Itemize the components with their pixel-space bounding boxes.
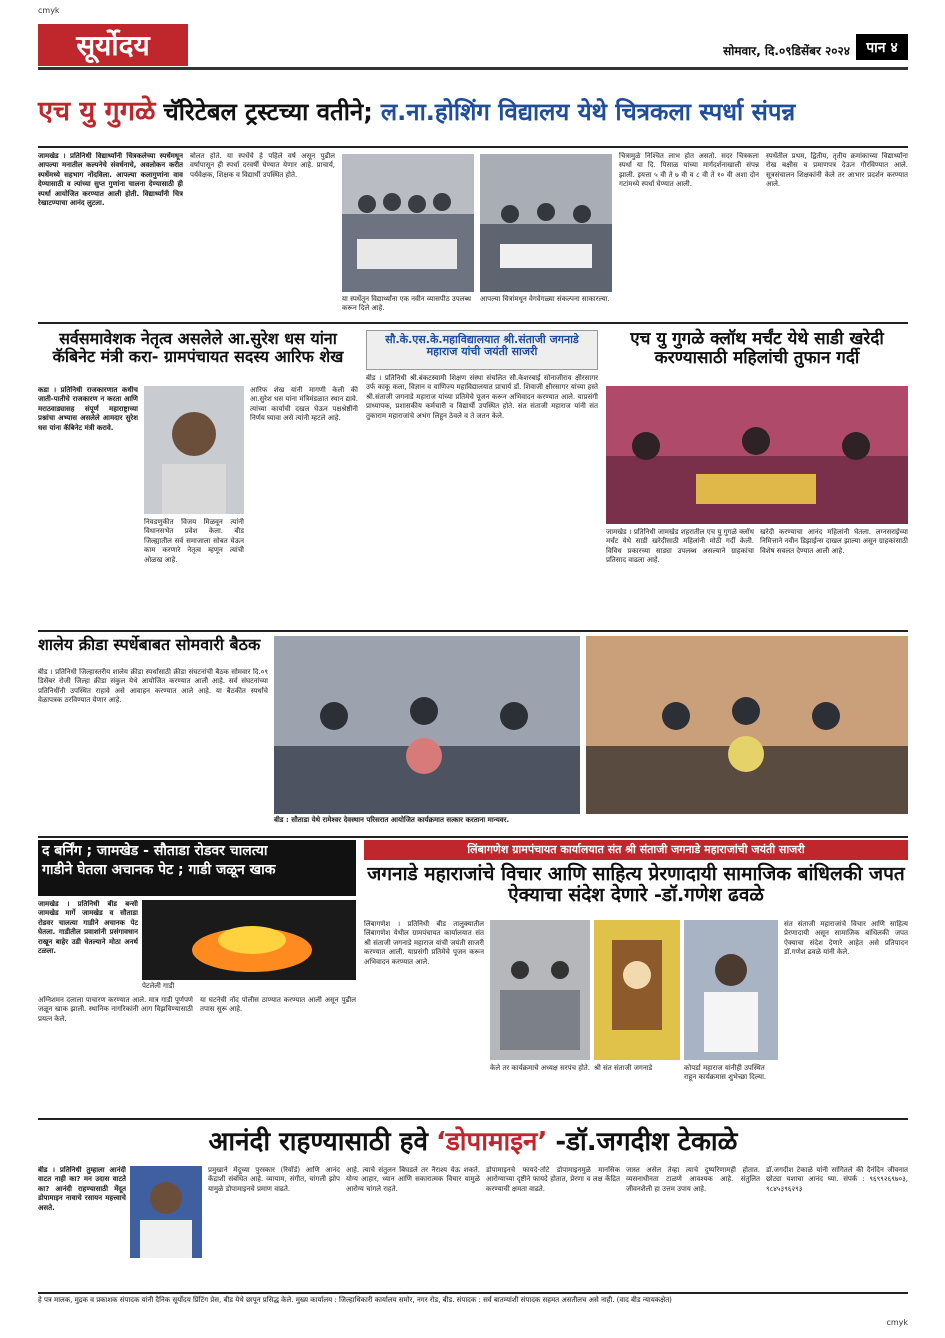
- story1-caption-2: आपल्या चित्रांमधून वेगवेगळ्या संकल्पना साकारल्या.: [480, 295, 610, 303]
- story7-photo-3: [684, 920, 778, 1060]
- story6-caption: पेटलेली गाडी: [142, 982, 175, 990]
- story1-headline: [38, 80, 908, 144]
- story8-body-5: जास्त असेल तेव्हा त्याचे दुष्परिणामही होतात. व्यसनाधीनता टाळणे आवश्यक आहे. संतुलित जीवनशैली हा उत्तम उपाय आहे.: [626, 1166, 760, 1193]
- story1-caption-1: या स्पर्धेतून विद्यार्थ्यांना एक नवीन व्यासपीठ उपलब्ध करून दिले आहे.: [342, 295, 471, 313]
- story8-headline: [38, 1122, 908, 1162]
- story5-body: बीड । प्रतिनिधी जिल्हास्तरीय शालेय क्रीडा स्पर्धांसाठी क्रीडा संघटनांची बैठक सोमवार दि.०९ डिसेंबर रोजी जिल्हा क्रीडा संकुल येथे आयोजित करण्यात आली आहे. सर्व संघटनांच्या प्रतिनिधींनी उपस्थित राहावे असे आवाहन करण्यात आले आहे. या बैठकीत स्पर्धांचे वेळापत्रक ठरविण्यात येणार आहे.: [38, 668, 268, 705]
- story3-headline: सौ.के.एस.के.महाविद्यालयात श्री.संताजी जगनाडे महाराज यांची जयंती साजरी: [385, 333, 579, 359]
- story6-body-1: जामखेड । प्रतिनिधी बीड बन्सी जामखेड मार्गे जामखेड व सौताडा रोडवर चालत्या गाडीने अचानक पेट घेतला. गाडीतील प्रवाशांनी प्रसंगावधान राखून बाहेर उडी घेतल्याने मोठा अनर्थ टळला.: [38, 900, 138, 956]
- story5-photo-2: [586, 636, 908, 814]
- story1-body-1: जामखेड । प्रतिनिधी विद्यार्थ्यांनी चित्रकलेच्या स्पर्धेमधून आपल्या मनातील कल्पनेचे संवर्धनाचे, अवलोकन करीत स्पर्धेमध्ये सहभाग नोंदविला. आपल्या कलागुणांना वाव देण्यासाठी व त्यांच्या सुप्त गुणांना चालना देण्यासाठी ही स्पर्धा आयोजित करण्यात आली होती. विद्यार्थ्यांनी चित्र रेखाटण्याचा आनंद लुटला.: [38, 152, 183, 208]
- story1-headline-a: एच यु गुगळे: [38, 96, 156, 128]
- story8-body-1: बीड । प्रतिनिधी तुम्हाला आनंदी वाटत नाही का? मन उदास वाटते का? आनंदी राहण्यासाठी मेंदूत डोपामाइन नावाचे रसायन महत्त्वाचे असते.: [38, 1166, 126, 1212]
- story8-headline-c: -डॉ.जगदीश टेकाळे: [555, 1126, 738, 1157]
- divider: [38, 322, 908, 324]
- story4-photo: [606, 386, 908, 524]
- divider: [38, 1118, 908, 1120]
- dateline: सोमवार, दि.०९डिसेंबर २०२४: [723, 44, 850, 58]
- story7-headline: जगनाडे महाराजांचे विचार आणि साहित्य प्रेरणादायी सामाजिक बांधिलकी जपत ऐक्याचा संदेश देणारे -डॉ.गणेश ढवळे: [367, 863, 905, 906]
- story8-body-4: डोपामाइनचे फायदे-तोटे डोपामाइनमुळे मानसिक आरोग्याच्या दृष्टीने फायदे होतात, प्रेरणा व लक्ष केंद्रित करण्याची क्षमता वाढते.: [486, 1166, 620, 1193]
- story6-headline-a: द बर्निंग ; जामखेड - सौताडा रोडवर चालत्या: [42, 843, 268, 859]
- divider: [38, 630, 908, 632]
- page-number: पान ४: [856, 34, 908, 60]
- divider: [38, 146, 908, 148]
- story7-caption-1: केले तर कार्यक्रमाचे अध्यक्ष सरपंच होते.: [490, 1064, 590, 1072]
- story1-headline-c: ल.ना.होशिंग विद्यालय येथे चित्रकला स्पर्धा संपन्न: [380, 97, 796, 126]
- story4-headline: एच यु गुगळे क्लॉथ मर्चंट येथे साडी खरेदी करण्यासाठी महिलांची तुफान गर्दी: [630, 329, 884, 368]
- story8-body-6: डॉ.जगदीश टेकाळे यांनी सांगितले की दैनंदिन जीवनात छोट्या यशाचा आनंद घ्या. संपर्क : ९६९९२६९७०३, ९८४५३९६२९३: [766, 1166, 908, 1193]
- story7-photo-1: [490, 920, 590, 1060]
- story7-photo-2: [594, 920, 680, 1060]
- story8-portrait: [130, 1166, 202, 1258]
- story8-headline-a: आनंदी राहण्यासाठी हवे: [208, 1126, 428, 1157]
- story5-caption: बीड : सौताडा येथे रामेश्वर देवस्थान परिसरात आयोजित कार्यक्रमात सत्कार करताना मान्यवर.: [274, 816, 510, 824]
- story6-body-3: या घटनेची नोंद पोलीस ठाण्यात करण्यात आली असून पुढील तपास सुरू आहे.: [200, 996, 356, 1014]
- brand-logo: सूर्योदय: [38, 24, 188, 66]
- masthead: [38, 24, 908, 70]
- story1-photo-2: [480, 154, 612, 292]
- story2-headline: सर्वसमावेशक नेतृत्व असलेले आ.सुरेश धस यांना कॅबिनेट मंत्री करा- ग्रामपंचायत सदस्य आरिफ शेख: [52, 329, 344, 366]
- story7-body-2: संत संताजी महाराजांचे विचार आणि साहित्य प्रेरणादायी असून सामाजिक बांधिलकी जपत ऐक्याचा संदेश देणारे आहेत असे प्रतिपादन डॉ.गणेश ढवळे यांनी केले.: [784, 920, 908, 957]
- story6-headline-box: [38, 840, 356, 896]
- cmyk-mark-bottom: cmyk: [886, 1318, 908, 1327]
- story1-body-2: बोलत होते. या स्पर्धेचे हे पहिले वर्ष असून पुढील वर्षापासून ही स्पर्धा दरवर्षी घेण्यात येणार आहे. प्राचार्य, पर्यवेक्षक, शिक्षक व विद्यार्थी उपस्थित होते.: [190, 152, 335, 179]
- story4-body-1: जामखेड । प्रतिनिधी जामखेड शहरातील एच यु गुगळे क्लॉथ मर्चंट येथे साडी खरेदीसाठी महिलांनी मोठी गर्दी केली. विविध प्रकारच्या साड्या उपलब्ध असल्याने ग्राहकांचा प्रतिसाद वाढला आहे.: [606, 528, 754, 565]
- story7-caption-3: कोपर्डा महाराज यांनीही उपस्थित राहून कार्यक्रमास शुभेच्छा दिल्या.: [684, 1064, 767, 1082]
- story2-body-2: निवडणुकीत विजय मिळवून त्यांनी विधानसभेत प्रवेश केला. बीड जिल्ह्यातील सर्व समाजाला सोबत घेऊन काम करणारे नेतृत्व म्हणून त्यांची ओळख आहे.: [144, 518, 244, 564]
- newspaper-page: [38, 6, 908, 1327]
- story6-photo: [142, 900, 356, 980]
- divider: [38, 836, 908, 838]
- story2-body-1: कडा । प्रतिनिधी राजकारणात कधीच जाती-पातीचे राजकारण न करता आणि मराठवाड्यासह संपूर्ण महाराष्ट्राच्या प्रश्नांचा अभ्यास असलेले आमदार सुरेश धस यांना कॅबिनेट मंत्री करावे.: [38, 386, 138, 432]
- story5-headline: शालेय क्रीडा स्पर्धेबाबत सोमवारी बैठक: [38, 635, 261, 654]
- story7-body-1: लिंबागणेश । प्रतिनिधी बीड तालुक्यातील लिंबागणेश येथील ग्रामपंचायत कार्यालयात संत श्री संताजी जगनाडे महाराज यांची जयंती साजरी करण्यात आली. याप्रसंगी प्रतिमेचे पूजन करून अभिवादन करण्यात आले.: [364, 920, 484, 966]
- imprint-footer: हे पत्र मालक, मुद्रक व प्रकाशक संपादक यांनी दैनिक सूर्योदय प्रिंटिंग प्रेस, बीड येथे छापून प्रसिद्ध केले. मुख्य कार्यालय : जिल्हाधिकारी कार्यालय समोर, नगर रोड, बीड. संपादक : सर्व बातम्यांशी संपादक सहमत असतीलच असे नाही. (वाद बीड न्यायकक्षेत): [38, 1292, 908, 1320]
- story1-headline-b: चॅरिटेबल ट्रस्टच्या वतीने;: [163, 97, 373, 126]
- story6-headline-b: गाडीने घेतला अचानक पेट ; गाडी जळून खाक: [42, 862, 276, 879]
- story6-body-2: अग्निशमन दलाला पाचारण करण्यात आले. मात्र गाडी पूर्णपणे जळून खाक झाली. स्थानिक नागरिकांनी आग विझविण्यासाठी प्रयत्न केले.: [38, 996, 193, 1023]
- story1-photo-1: [342, 154, 474, 292]
- story8-body-3: आहे. त्याचे संतुलन बिघडले तर नैराश्य येऊ शकते. योग्य आहार, ध्यान आणि सकारात्मक विचार यामुळे आरोग्य चांगले राहते.: [346, 1166, 480, 1193]
- story5-photo-1: [274, 636, 580, 814]
- story8-headline-b: ‘डोपामाइन’: [435, 1126, 548, 1157]
- story1-body-4: स्पर्धेतील प्रथम, द्वितीय, तृतीय क्रमांकाच्या विद्यार्थ्यांना रोख बक्षीस व प्रमाणपत्र देऊन गौरविण्यात आले. सूत्रसंचालन शिक्षकांनी केले तर आभार प्रदर्शन करण्यात आले.: [766, 152, 908, 189]
- story7-kicker-bar: [364, 840, 908, 860]
- story3-body: बीड । प्रतिनिधी श्री.बंकटस्वामी शिक्षण संस्था संचलित सौ.केशरबाई सोनाजीराव क्षीरसागर उर्फ काकू कला, विज्ञान व वाणिज्य महाविद्यालयात प्राचार्य डॉ. शिवाजी क्षीरसागर यांच्या हस्ते श्री.संताजी जगनाडे महाराज यांच्या प्रतिमेचे पूजन करून अभिवादन करण्यात आले. याप्रसंगी प्राध्यापक, प्रशासकीय कर्मचारी व विद्यार्थी उपस्थित होते. संत संताजी महाराज यांनी संत तुकाराम महाराजांचे अभंग लिहून ठेवले व ते जतन केले.: [366, 374, 598, 420]
- story2-body-3: आरिफ शेख यांनी मागणी केली की आ.सुरेश धस यांना मंत्रिमंडळात स्थान द्यावे. त्यांच्या कार्याची दखल घेऊन पक्षश्रेष्ठींनी निर्णय घ्यावा असे त्यांनी म्हटले आहे.: [250, 386, 358, 423]
- story1-body-3: चित्रामुळे निश्चित लाभ होत असतो. सदर चित्रकला स्पर्धा या दि. पिसाळ यांच्या मार्गदर्शनाखाली संपन्न झाली. इयत्ता ५ वी ते ७ वी व ८ वी ते १० वी अशा दोन गटांमध्ये स्पर्धा घेण्यात आली.: [619, 152, 759, 189]
- cmyk-mark-top: cmyk: [38, 6, 60, 15]
- story3-header-box: [366, 330, 598, 370]
- story2-portrait: [144, 386, 244, 514]
- story8-body-2: प्रमुखाने मेंदूच्या पुरस्कार (रिवॉर्ड) आणि आनंद केंद्राशी संबंधित आहे. व्यायाम, संगीत, चांगली झोप यामुळे डोपामाइनचे प्रमाण वाढते.: [208, 1166, 340, 1193]
- story4-body-2: खरेदी करण्याचा आनंद महिलांनी घेतला. लग्नसराईच्या निमित्ताने नवीन डिझाईन्स दाखल झाल्या असून ग्राहकांसाठी विशेष सवलत देण्यात आली आहे.: [760, 528, 908, 555]
- story7-kicker: लिंबागणेश ग्रामपंचायत कार्यालयात संत श्री संताजी जगनाडे महाराजांची जयंती साजरी: [467, 842, 805, 856]
- story7-caption-2: श्री संत संताजी जगनाडे: [594, 1064, 653, 1072]
